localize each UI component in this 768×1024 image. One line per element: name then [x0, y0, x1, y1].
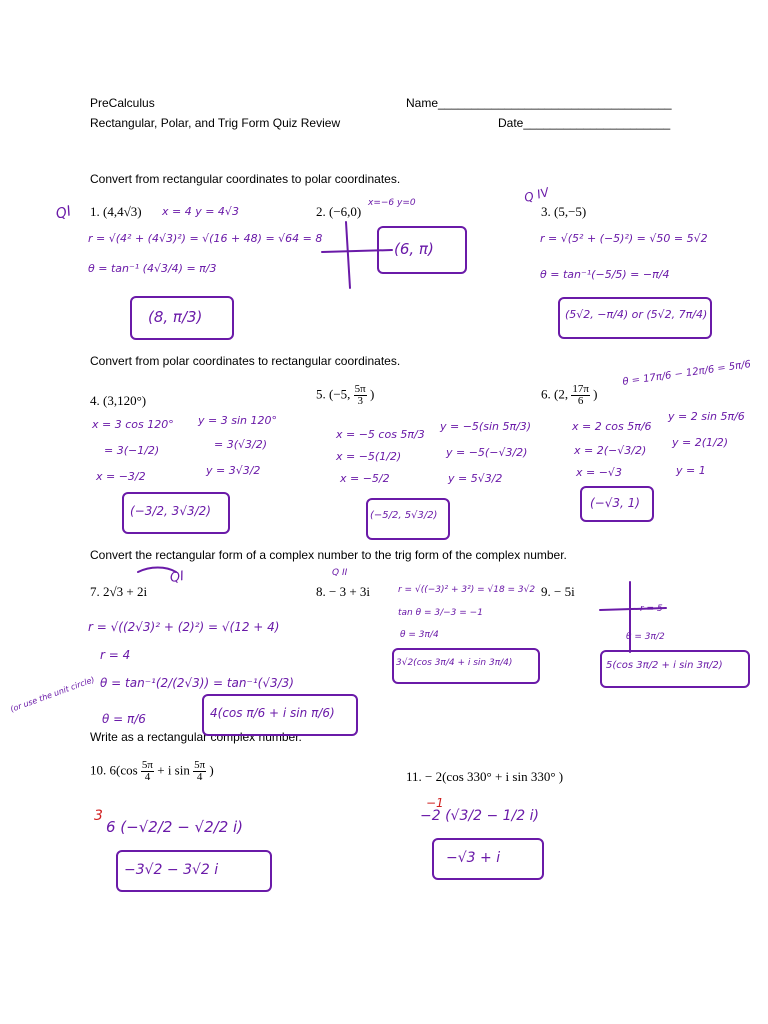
q5-y1: y = −5(sin 5π/3) [440, 420, 532, 433]
q8-answer: 3√2(cos 3π/4 + i sin 3π/4) [396, 658, 513, 668]
q5-x1: x = −5 cos 5π/3 [336, 428, 425, 441]
q1-r-work: r = √(4² + (4√3)²) = √(16 + 48) = √64 = 8 [88, 232, 323, 245]
q6-x1: x = 2 cos 5π/6 [572, 420, 652, 433]
q11-answer: −√3 + i [446, 850, 501, 866]
problem-10-suffix: ) [209, 762, 214, 778]
q10-work: 6 (−√2/2 − √2/2 i) [106, 818, 244, 836]
q7-theta-work: θ = tan⁻¹(2/(2√3)) = tan⁻¹(√3/3) [100, 676, 294, 690]
section-heading-rect-to-trig: Convert the rectangular form of a complex number to the trig form of the complex number. [90, 548, 567, 562]
q8-tan-work: tan θ = 3/−3 = −1 [398, 608, 483, 618]
problem-2: 2. (−6,0) [316, 204, 362, 219]
q6-y3: y = 1 [676, 464, 706, 477]
q4-y1: y = 3 sin 120° [198, 414, 277, 427]
problem-10-middle: + i sin [157, 762, 190, 778]
q11-red-note: −1 [426, 796, 444, 810]
q9-answer: 5(cos 3π/2 + i sin 3π/2) [606, 660, 723, 671]
problem-1: 1. (4,4√3) [90, 204, 142, 219]
q4-y2: = 3(√3/2) [214, 438, 268, 451]
q3-r-work: r = √(5² + (−5)²) = √50 = 5√2 [540, 232, 708, 245]
q5-x3: x = −5/2 [340, 472, 390, 485]
q2-x-axis [322, 250, 392, 252]
q7-tag-underline [138, 568, 176, 573]
q9-theta: θ = 3π/2 [626, 632, 665, 642]
q8-quadrant-tag: Q II [332, 568, 348, 578]
problem-7: 7. 2√3 + 2i [90, 584, 148, 599]
q6-x2: x = 2(−√3/2) [574, 444, 647, 457]
date-field: Date______________________ [498, 116, 671, 130]
q5-x2: x = −5(1/2) [336, 450, 402, 463]
q5-y3: y = 5√3/2 [448, 472, 503, 485]
q7-r-result: r = 4 [100, 648, 131, 662]
problem-5-prefix: 5. (−5, [316, 386, 351, 402]
section-heading-polar-to-rect: Convert from polar coordinates to rectangular coordinates. [90, 354, 401, 368]
problem-10-fraction-1: $\frac{5\pi}{4}$ [141, 759, 153, 783]
q2-answer: (6, π) [394, 240, 434, 258]
name-field: Name___________________________________ [406, 96, 672, 110]
q6-y1: y = 2 sin 5π/6 [668, 410, 745, 423]
q2-note: x=−6 y=0 [368, 198, 416, 208]
q8-r-work: r = √((−3)² + 3²) = √18 = 3√2 [398, 585, 536, 595]
problem-3: 3. (5,−5) [541, 204, 587, 219]
problem-5-fraction: $\frac{5\pi}{3}$ [354, 383, 366, 407]
q7-side-note: (or use the unit circle) [9, 675, 96, 714]
q1-answer: (8, π/3) [148, 308, 203, 326]
problem-6-prefix: 6. (2, [541, 386, 569, 402]
q4-x2: = 3(−1/2) [104, 444, 160, 457]
q11-work: −2 (√3/2 − 1/2 i) [420, 808, 539, 824]
problem-4: 4. (3,120°) [90, 393, 147, 408]
q2-y-axis [346, 222, 350, 288]
problem-9: 9. − 5i [541, 584, 575, 599]
q1-theta-work: θ = tan⁻¹ (4√3/4) = π/3 [88, 262, 217, 275]
q7-answer: 4(cos π/6 + i sin π/6) [210, 706, 335, 720]
q4-y3: y = 3√3/2 [206, 464, 261, 477]
problem-10-prefix: 10. 6(cos [90, 762, 138, 778]
q1-quadrant-tag: QI [54, 203, 73, 223]
section-heading-rect-to-polar: Convert from rectangular coordinates to polar coordinates. [90, 172, 401, 186]
q7-quadrant-tag: QI [168, 568, 186, 587]
q3-answer: (5√2, −π/4) or (5√2, 7π/4) [565, 308, 708, 321]
q6-theta-top: θ = 17π/6 − 12π/6 = 5π/6 [621, 359, 752, 388]
problem-5-suffix: ) [369, 386, 375, 402]
q6-answer: (−√3, 1) [590, 496, 640, 510]
q7-r-work: r = √((2√3)² + (2)²) = √(12 + 4) [88, 620, 280, 634]
q7-theta-result: θ = π/6 [102, 712, 146, 726]
q1-xy: x = 4 y = 4√3 [162, 205, 239, 218]
q10-answer: −3√2 − 3√2 i [124, 862, 219, 878]
q8-theta: θ = 3π/4 [400, 630, 439, 640]
quiz-title: Rectangular, Polar, and Trig Form Quiz Review [90, 116, 341, 130]
section-heading-write-rect: Write as a rectangular complex number. [90, 730, 302, 744]
q9-x-axis [600, 608, 666, 610]
problem-11: 11. − 2(cos 330° + i sin 330° ) [406, 769, 564, 784]
q4-x1: x = 3 cos 120° [92, 418, 174, 431]
problem-8: 8. − 3 + 3i [316, 584, 371, 599]
q5-y2: y = −5(−√3/2) [446, 446, 528, 459]
q4-x3: x = −3/2 [96, 470, 146, 483]
problem-10-fraction-2: $\frac{5\pi}{4}$ [194, 759, 206, 783]
q4-answer: (−3/2, 3√3/2) [130, 504, 211, 518]
q6-x3: x = −√3 [576, 466, 622, 479]
q6-y2: y = 2(1/2) [672, 436, 729, 449]
q9-r: r = 5 [640, 604, 663, 614]
q10-red-note: 3 [94, 808, 103, 824]
course-title: PreCalculus [90, 96, 155, 110]
problem-6-fraction: $\frac{17\pi}{6}$ [572, 383, 589, 407]
q5-answer: (−5/2, 5√3/2) [370, 510, 438, 521]
q3-theta-work: θ = tan⁻¹(−5/5) = −π/4 [540, 268, 670, 281]
problem-6-suffix: ) [593, 386, 598, 402]
q3-quadrant-tag: Q IV [522, 185, 551, 205]
